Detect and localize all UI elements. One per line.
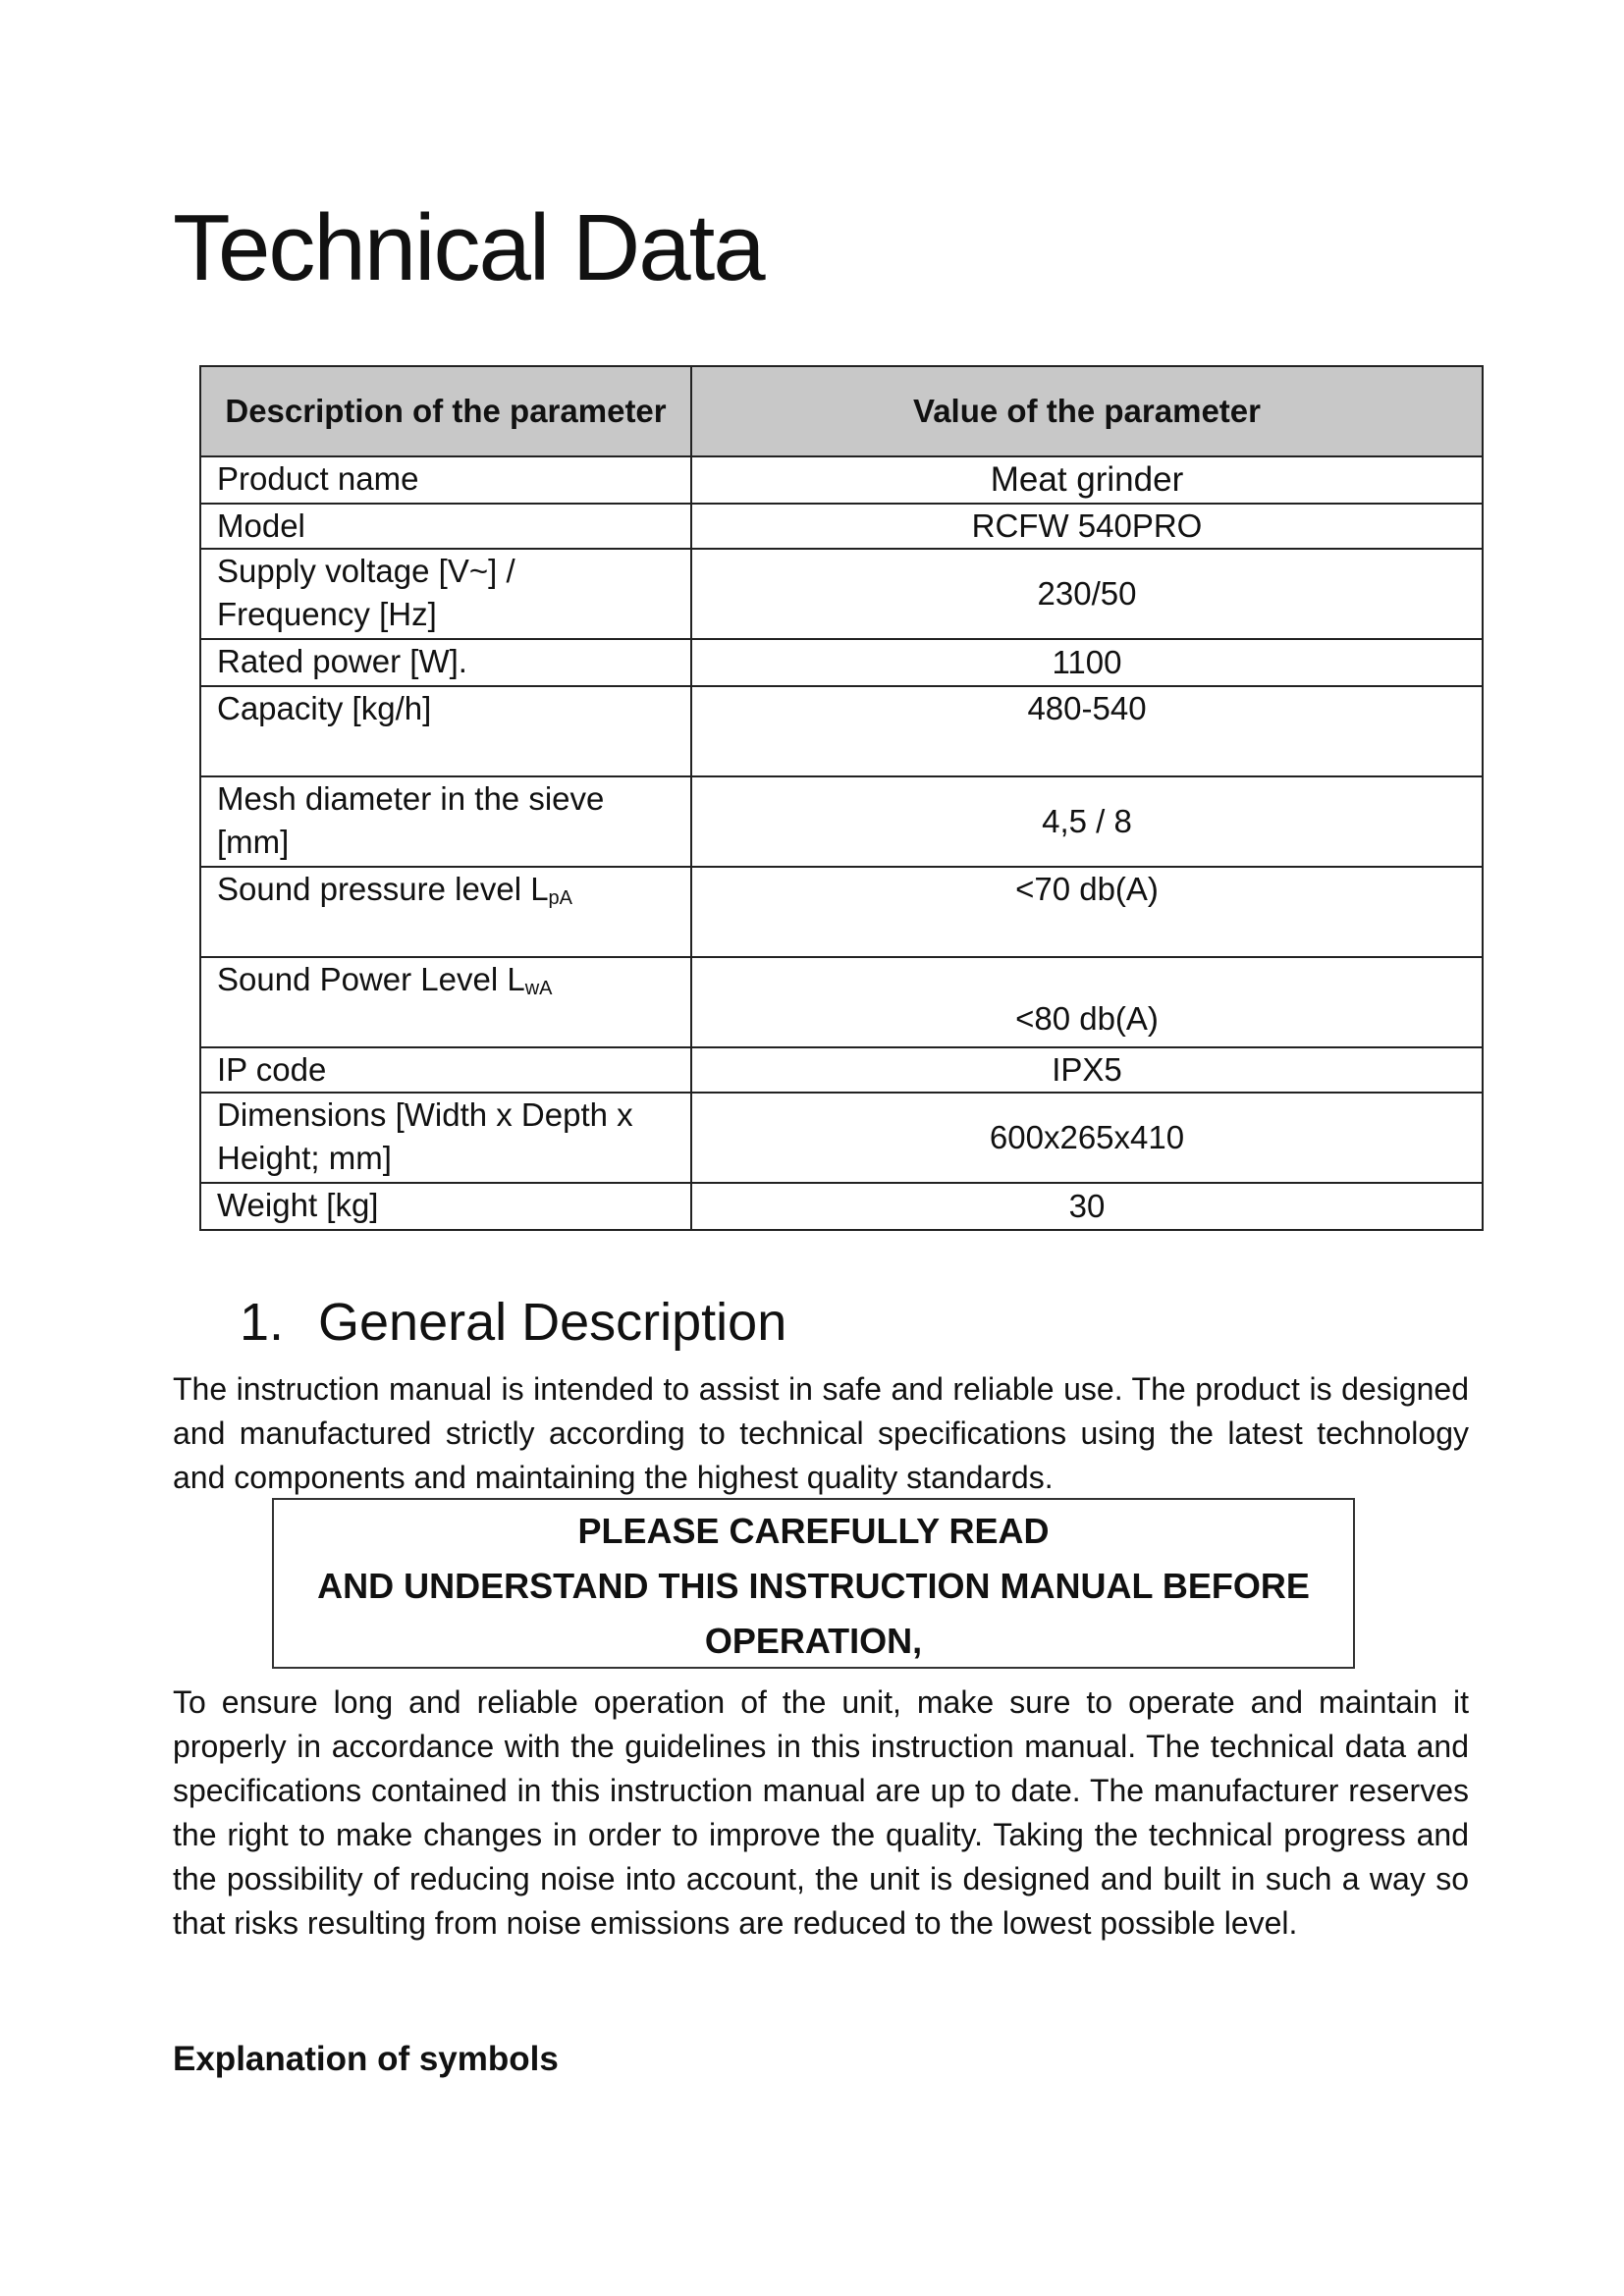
intro-paragraph: The instruction manual is intended to assist in safe and reliable use. The product is designed and manufactured strictly according to technical specifications using the latest technology and components and maintaining the highest quality standards. xyxy=(173,1371,1469,1495)
param-cell: Supply voltage [V~] / Frequency [Hz] xyxy=(200,549,691,639)
value-cell: 480-540 xyxy=(691,686,1483,776)
value-cell: 600x265x410 xyxy=(691,1093,1483,1183)
warning-notice-box xyxy=(272,1498,1355,1669)
value-cell: 1100 xyxy=(691,639,1483,686)
param-cell: IP code xyxy=(200,1047,691,1093)
table-row xyxy=(200,686,1483,776)
value-cell: Meat grinder xyxy=(691,456,1483,504)
header-value: Value of the parameter xyxy=(691,366,1483,456)
param-cell: Dimensions [Width x Depth x Height; mm] xyxy=(200,1093,691,1183)
section-heading xyxy=(240,1294,786,1352)
value-cell: RCFW 540PRO xyxy=(691,504,1483,549)
notice-line: PLEASE CAREFULLY READ xyxy=(577,1511,1050,1551)
table-row xyxy=(200,1183,1483,1230)
technical-data-table xyxy=(199,365,1484,1231)
value-cell: 230/50 xyxy=(691,549,1483,639)
param-cell: Rated power [W]. xyxy=(200,639,691,686)
param-cell: Capacity [kg/h] xyxy=(200,686,691,776)
table-header-row xyxy=(200,366,1483,456)
param-cell: Product name xyxy=(200,456,691,504)
value-cell: <70 db(A) xyxy=(691,867,1483,957)
table-row xyxy=(200,957,1483,1047)
page-title: Technical Data xyxy=(173,195,764,300)
subscript: wA xyxy=(524,978,553,999)
table-row xyxy=(200,504,1483,549)
param-cell: Model xyxy=(200,504,691,549)
param-cell: Weight [kg] xyxy=(200,1183,691,1230)
table-row xyxy=(200,776,1483,867)
section-title: General Description xyxy=(318,1293,787,1352)
symbols-subheading: Explanation of symbols xyxy=(173,2040,559,2078)
table-row xyxy=(200,867,1483,957)
body-paragraph: To ensure long and reliable operation of the unit, make sure to operate and maintain it properly in accordance with the guidelines in this instruction manual. The technical data and specifications contained in this instruction manual are up to date. The manufacturer reserves the right to make changes in order to improve the quality. Taking the technical progress and the possibility of reducing noise into account, the unit is designed and built in such a way so that risks resulting from noise emissions are reduced to the lowest possible level. xyxy=(173,1684,1469,1941)
param-cell: Mesh diameter in the sieve [mm] xyxy=(200,776,691,867)
value-cell: 4,5 / 8 xyxy=(691,776,1483,867)
notice-line: OPERATION, xyxy=(704,1621,923,1661)
subscript: pA xyxy=(548,887,573,909)
table-row xyxy=(200,639,1483,686)
value-cell: IPX5 xyxy=(691,1047,1483,1093)
value-cell: 30 xyxy=(691,1183,1483,1230)
table-row xyxy=(200,1093,1483,1183)
value-cell: <80 db(A) xyxy=(691,957,1483,1047)
table-row xyxy=(200,549,1483,639)
table-row xyxy=(200,1047,1483,1093)
section-number: 1. xyxy=(240,1293,285,1352)
param-cell: Sound pressure level $L_{pA}$ xyxy=(200,867,691,957)
table-row xyxy=(200,456,1483,504)
param-cell: Sound Power Level $L_{wA}$ xyxy=(200,957,691,1047)
notice-line: AND UNDERSTAND THIS INSTRUCTION MANUAL BEFORE xyxy=(317,1566,1310,1606)
header-parameter: Description of the parameter xyxy=(200,366,691,456)
